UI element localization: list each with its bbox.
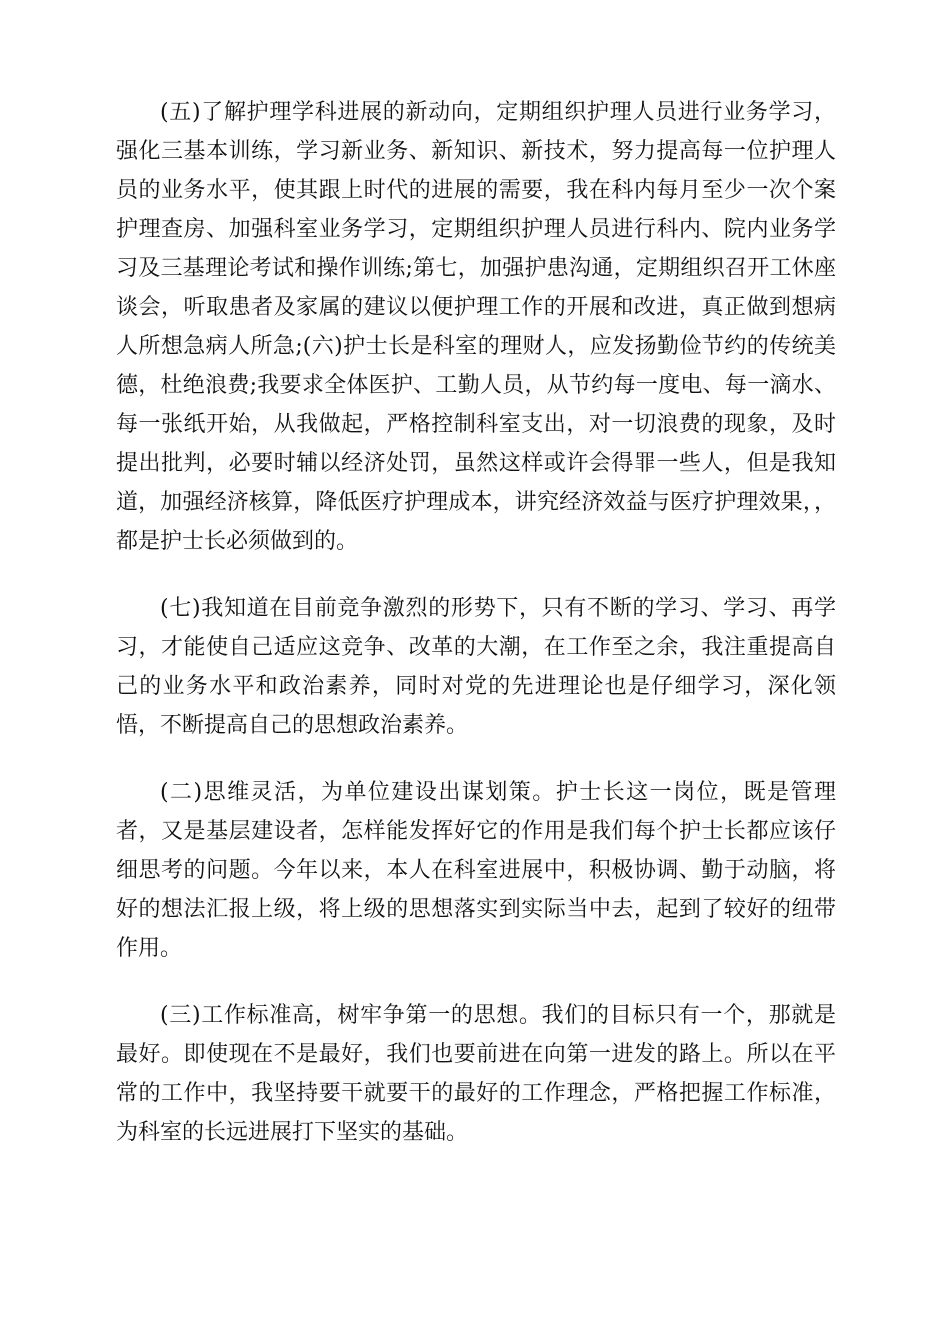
paragraph-five-six: (五)了解护理学科进展的新动向，定期组织护理人员进行业务学习，强化三基本训练，学习新业务、新知识、新技术，努力提高每一位护理人员的业务水平，使其跟上时代的进展的需要，我在科内每月至少一次个案护理查房、加强科室业务学习，定期组织护理人员进行科内、院内业务学习及三基理论考试和操作训练;第七，加强护患沟通，定期组织召开工休座谈会，听取患者及家属的建议以便护理工作的开展和改进，真正做到想病人所想急病人所急;(六)护士长是科室的理财人，应发扬勤俭节约的传统美德，杜绝浪费;我要求全体医护、工勤人员，从节约每一度电、每一滴水、每一张纸开始，从我做起，严格控制科室支出，对一切浪费的现象，及时提出批判，必要时辅以经济处罚，虽然这样或许会得罪一些人，但是我知道，加强经济核算，降低医疗护理成本，讲究经济效益与医疗护理效果，，都是护士长必须做到的。 [116, 100, 836, 554]
paragraph-two: (二)思维灵活，为单位建设出谋划策。护士长这一岗位，既是管理者，又是基层建设者，怎样能发挥好它的作用是我们每个护士长都应该仔细思考的问题。今年以来，本人在科室进展中，积极协调、勤于动脑，将好的想法汇报上级，将上级的思想落实到实际当中去，起到了较好的纽带作用。 [116, 780, 836, 961]
paragraph-seven: (七)我知道在目前竞争激烈的形势下，只有不断的学习、学习、再学习，才能使自己适应这竞争、改革的大潮，在工作至之余，我注重提高自己的业务水平和政治素养，同时对党的先进理论也是仔细学习，深化领悟，不断提高自己的思想政治素养。 [116, 596, 836, 738]
document-body [116, 93, 836, 1180]
paragraph-three: (三)工作标准高，树牢争第一的思想。我们的目标只有一个，那就是最好。即使现在不是最好，我们也要前进在向第一进发的路上。所以在平常的工作中，我坚持要干就要干的最好的工作理念，严格把握工作标准，为科室的长远进展打下坚实的基础。 [116, 1003, 836, 1145]
